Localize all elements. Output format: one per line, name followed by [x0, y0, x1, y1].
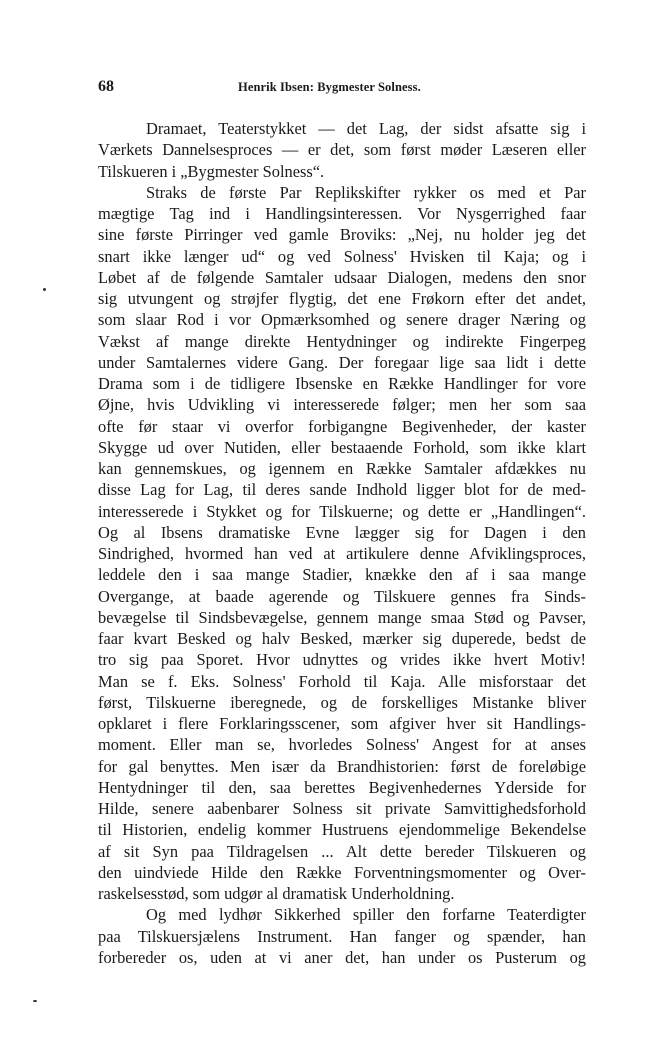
text-line: Vækst af mange direkte Hentydninger og indirekte Fingerpeg — [98, 331, 586, 351]
text-line: Dramaet, Teaterstykket — det Lag, der sidst afsatte sig i — [146, 119, 586, 138]
page-number: 68 — [98, 78, 114, 95]
text-line: Hilde, senere aabenbarer Solness sit private Samvittighedsforhold — [98, 799, 586, 818]
page-header — [98, 78, 580, 100]
text-line: bevægelse til Sindsbevægelse, gennem mange smaa Stød og Pavser, — [98, 607, 586, 627]
text-line: tro sig paa Sporet. Hvor udnyttes og vrides ikke hvert Motiv! — [98, 650, 586, 670]
text-line: snart ikke længer ud“ og ved Solness' Hvisken til Kaja; og i — [98, 246, 586, 266]
text-line: Tilskueren i „Bygmester Solness“. — [98, 161, 325, 181]
text-line: Straks de første Par Replikskifter rykker os med et Par — [146, 182, 586, 202]
text-line: raskelsesstød, som udgør al dramatisk Underholdning. — [98, 884, 455, 903]
text-line: til Historien, endelig kommer Hustruens ejendommelige Bekendelse — [98, 820, 586, 840]
paragraph — [98, 118, 586, 182]
text-line: mægtige Tag ind i Handlingsinteressen. Vor Nysgerrighed faar — [98, 204, 586, 223]
text-line: Hentydninger til den, saa berettes Begivenhedernes Yderside for — [98, 777, 586, 797]
text-line: disse Lag for Lag, til deres sande Indhold ligger blot for de med- — [98, 480, 586, 500]
text-line: Værkets Dannelsesproces — er det, som først møder Læseren eller — [98, 140, 586, 160]
text-line: kan gennemskues, og igennem en Række Samtaler afdækkes nu — [98, 459, 586, 478]
text-line: for gal benyttes. Men især da Brandhistorien: først de foreløbige — [98, 756, 586, 776]
text-line: først, Tilskuerne iberegnede, og de forskelliges Mistanke bliver — [98, 692, 586, 712]
text-line: Løbet af de følgende Samtaler udsaar Dialogen, medens den snor — [98, 267, 586, 287]
text-line: Man se f. Eks. Solness' Forhold til Kaja. Alle misforstaar det — [98, 671, 586, 691]
text-line: faar kvart Besked og halv Besked, mærker sig duperede, bedst de — [98, 629, 586, 648]
text-line: opklaret i flere Forklaringsscener, som afgiver hver sit Handlings- — [98, 714, 586, 733]
text-line: den uindviede Hilde den Række Forventningsmomenter og Over- — [98, 862, 586, 882]
paragraph — [98, 182, 586, 905]
text-line: sig utvungent og strøjfer flygtig, det ene Frøkorn efter det andet, — [98, 289, 586, 308]
paragraph — [98, 904, 586, 968]
text-line: af sit Syn paa Tildragelsen ... Alt dette bereder Tilskueren og — [98, 841, 586, 861]
body-text — [98, 118, 586, 968]
margin-speck — [43, 288, 46, 291]
text-line: moment. Eller man se, hvorledes Solness' Angest for at anses — [98, 735, 586, 755]
text-line: sine første Pirringer ved gamle Broviks: „Nej, nu holder jeg det — [98, 225, 586, 245]
text-line: Øjne, hvis Udvikling vi interesserede følger; men her som saa — [98, 395, 586, 415]
text-line: Overgange, at baade agerende og Tilskuere gennes fra Sinds- — [98, 586, 586, 606]
text-line: Drama som i de tidligere Ibsenske en Række Handlinger for vore — [98, 374, 586, 393]
running-head: Henrik Ibsen: Bygmester Solness. — [238, 80, 421, 94]
text-line: Skygge ud over Nutiden, eller bestaaende Forhold, som ikke klart — [98, 437, 586, 457]
text-line: leddele den i saa mange Stadier, knække den af i saa mange — [98, 565, 586, 585]
text-line: under Samtalernes videre Gang. Der foregaar lige saa lidt i dette — [98, 352, 586, 372]
margin-speck — [33, 1000, 37, 1002]
text-line: ofte før staar vi overfor forbigangne Begivenheder, der kaster — [98, 416, 586, 436]
text-line: Sindrighed, hvormed han ved at artikulere denne Afviklingsproces, — [98, 544, 586, 563]
text-line: interesserede i Stykket og for Tilskuerne; og dette er „Handlingen“. — [98, 501, 586, 521]
text-line: Og al Ibsens dramatiske Evne lægger sig for Dagen i den — [98, 522, 586, 542]
text-line: forbereder os, uden at vi aner det, han under os Pusterum og — [98, 947, 586, 967]
text-line: som slaar Rod i vor Opmærksomhed og senere drager Næring og — [98, 310, 586, 330]
text-line: Og med lydhør Sikkerhed spiller den forfarne Teaterdigter — [146, 905, 586, 925]
text-line: paa Tilskuersjælens Instrument. Han fanger og spænder, han — [98, 926, 586, 946]
